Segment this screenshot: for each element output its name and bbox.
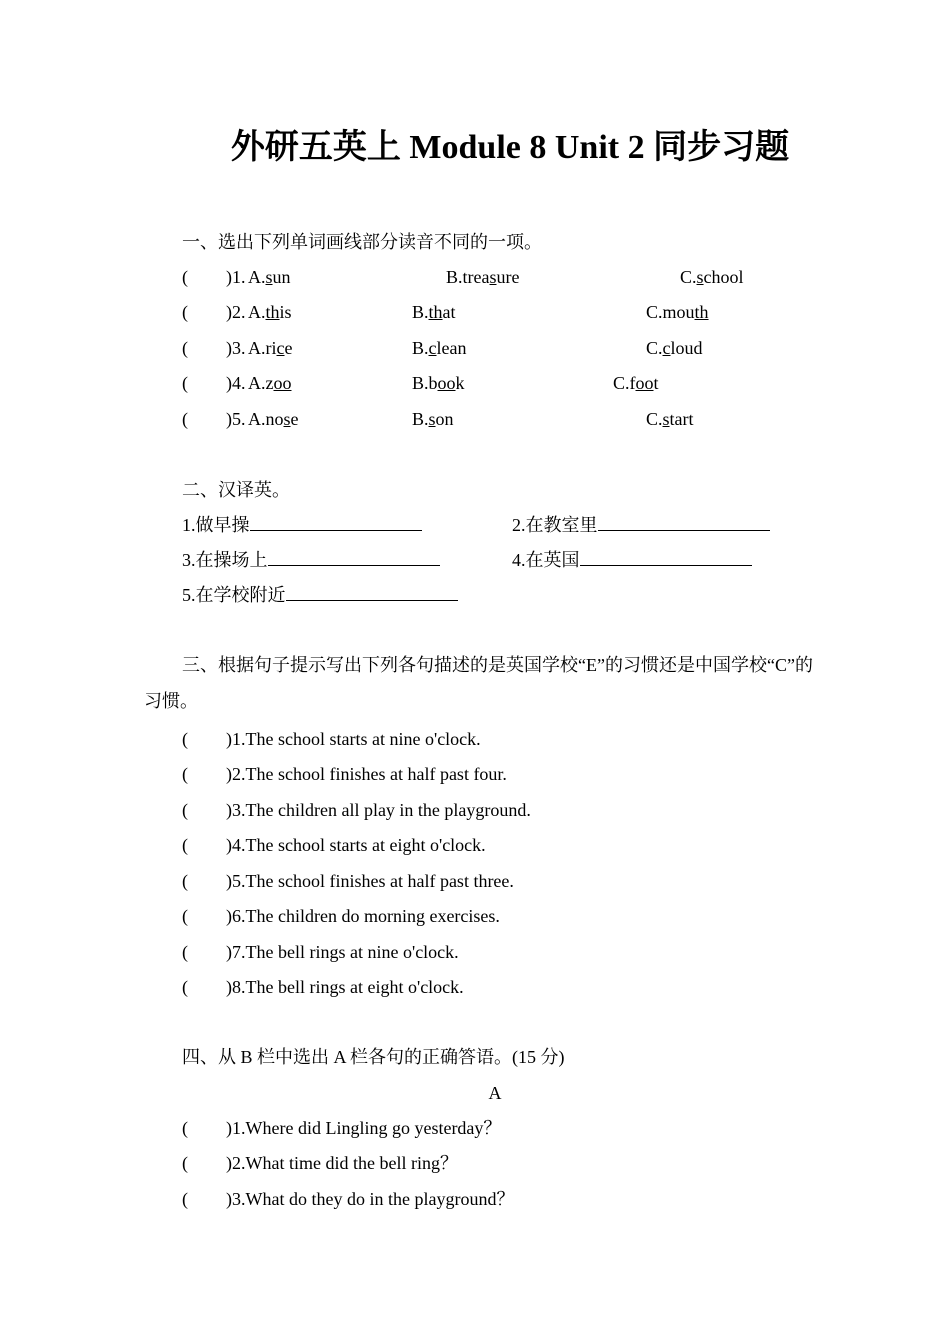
option-b: B.book bbox=[412, 373, 465, 393]
answer-blank[interactable] bbox=[286, 582, 458, 601]
answer-paren[interactable]: ( bbox=[182, 1118, 188, 1138]
option-a: A.zoo bbox=[248, 373, 292, 393]
s2-item-5: 5.在学校附近 bbox=[182, 582, 458, 607]
section4-heading: 四、从 B 栏中选出 A 栏各句的正确答语。(15 分) bbox=[182, 1047, 565, 1067]
s1-question-5 bbox=[0, 407, 950, 431]
question-text: )1.Where did Lingling go yesterday？ bbox=[226, 1118, 502, 1138]
answer-paren[interactable]: ( bbox=[182, 764, 188, 784]
answer-paren[interactable]: ( bbox=[182, 835, 188, 855]
section1-heading: 一、选出下列单词画线部分读音不同的一项。 bbox=[182, 232, 542, 252]
section3-heading: 三、根据句子提示写出下列各句描述的是英国学校“E”的习惯还是中国学校“C”的习惯。 bbox=[144, 655, 813, 711]
answer-paren[interactable]: ( bbox=[182, 373, 188, 393]
option-a: A.sun bbox=[248, 267, 291, 287]
answer-paren[interactable]: ( bbox=[182, 800, 188, 820]
s3-question-7 bbox=[0, 940, 950, 964]
question-text: )7.The bell rings at nine o'clock. bbox=[226, 942, 459, 962]
s3-question-2 bbox=[0, 762, 950, 786]
answer-paren[interactable]: ( bbox=[182, 1189, 188, 1209]
s1-question-2 bbox=[0, 300, 950, 324]
question-text: )2.The school finishes at half past four. bbox=[226, 764, 507, 784]
s4-question-1 bbox=[0, 1116, 950, 1140]
question-text: )3.The children all play in the playground. bbox=[226, 800, 531, 820]
option-b: B.clean bbox=[412, 338, 467, 358]
option-a: A.rice bbox=[248, 338, 293, 358]
option-c: C.mouth bbox=[646, 302, 709, 322]
option-c: C.foot bbox=[613, 373, 659, 393]
option-c: C.school bbox=[680, 267, 744, 287]
option-c: C.start bbox=[646, 409, 694, 429]
answer-paren[interactable]: ( bbox=[182, 409, 188, 429]
s1-question-4 bbox=[0, 371, 950, 395]
answer-paren[interactable]: ( bbox=[182, 729, 188, 749]
option-a: A.nose bbox=[248, 409, 299, 429]
s4-question-3 bbox=[0, 1187, 950, 1211]
question-number: )1. bbox=[226, 267, 246, 287]
question-number: )4. bbox=[226, 373, 246, 393]
option-b: B.son bbox=[412, 409, 454, 429]
answer-blank[interactable] bbox=[580, 547, 752, 566]
question-text: )3.What do they do in the playground？ bbox=[226, 1189, 515, 1209]
s1-question-3 bbox=[0, 336, 950, 360]
s2-item-3: 3.在操场上 bbox=[182, 547, 440, 572]
question-text: )5.The school finishes at half past three. bbox=[226, 871, 514, 891]
answer-paren[interactable]: ( bbox=[182, 338, 188, 358]
s3-question-8 bbox=[0, 975, 950, 999]
page-title: 外研五英上 Module 8 Unit 2 同步习题 bbox=[230, 129, 790, 166]
s3-question-5 bbox=[0, 869, 950, 893]
answer-blank[interactable] bbox=[250, 512, 422, 531]
answer-blank[interactable] bbox=[268, 547, 440, 566]
s4-question-2 bbox=[0, 1151, 950, 1175]
answer-paren[interactable]: ( bbox=[182, 871, 188, 891]
question-text: )1.The school starts at nine o'clock. bbox=[226, 729, 481, 749]
question-text: )4.The school starts at eight o'clock. bbox=[226, 835, 486, 855]
section2-heading: 二、汉译英。 bbox=[182, 480, 290, 500]
s3-question-1 bbox=[0, 727, 950, 751]
column-a-label: A bbox=[488, 1083, 502, 1103]
question-number: )5. bbox=[226, 409, 246, 429]
s2-item-4: 4.在英国 bbox=[512, 547, 752, 572]
question-text: )8.The bell rings at eight o'clock. bbox=[226, 977, 464, 997]
s2-item-2: 2.在教室里 bbox=[512, 512, 770, 537]
answer-paren[interactable]: ( bbox=[182, 1153, 188, 1173]
s2-item-1: 1.做早操 bbox=[182, 512, 422, 537]
option-b: B.that bbox=[412, 302, 456, 322]
question-number: )3. bbox=[226, 338, 246, 358]
answer-paren[interactable]: ( bbox=[182, 906, 188, 926]
answer-paren[interactable]: ( bbox=[182, 302, 188, 322]
s3-question-6 bbox=[0, 904, 950, 928]
s1-question-1 bbox=[0, 265, 950, 289]
option-a: A.this bbox=[248, 302, 292, 322]
question-number: )2. bbox=[226, 302, 246, 322]
s3-question-3 bbox=[0, 798, 950, 822]
option-c: C.cloud bbox=[646, 338, 703, 358]
option-b: B.treasure bbox=[446, 267, 520, 287]
question-text: )2.What time did the bell ring？ bbox=[226, 1153, 458, 1173]
answer-blank[interactable] bbox=[598, 512, 770, 531]
answer-paren[interactable]: ( bbox=[182, 977, 188, 997]
answer-paren[interactable]: ( bbox=[182, 942, 188, 962]
question-text: )6.The children do morning exercises. bbox=[226, 906, 500, 926]
answer-paren[interactable]: ( bbox=[182, 267, 188, 287]
s3-question-4 bbox=[0, 833, 950, 857]
